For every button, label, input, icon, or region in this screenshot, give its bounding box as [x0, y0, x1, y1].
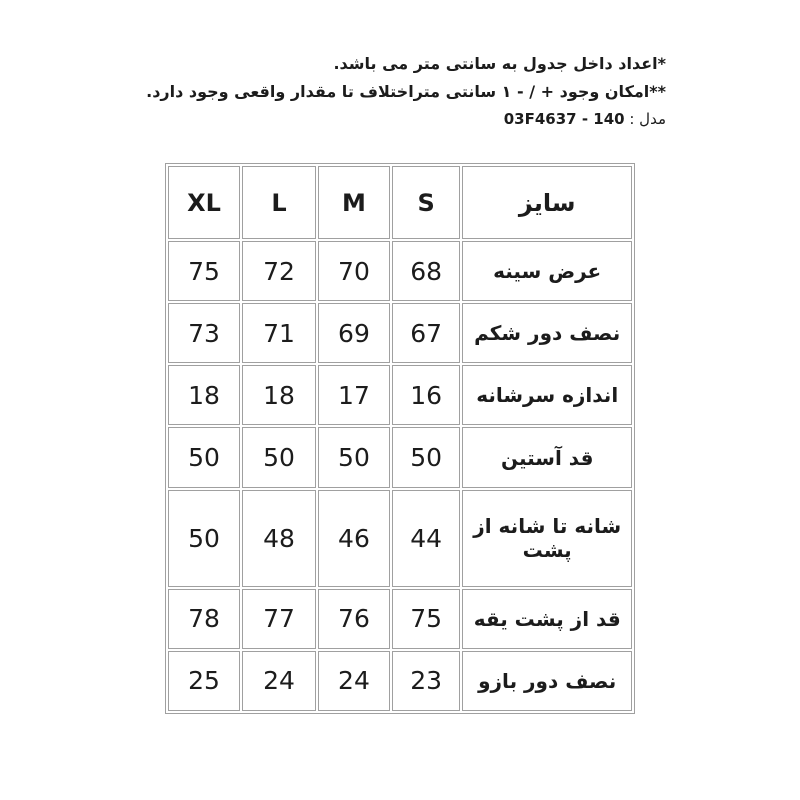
- table-row: [168, 365, 632, 425]
- value-cell: 25: [168, 651, 240, 711]
- value-cell: 77: [242, 589, 316, 649]
- value-cell: 72: [242, 241, 316, 301]
- value-cell: 50: [318, 427, 390, 487]
- row-label-chest-width: عرض سینه: [462, 241, 632, 301]
- value-cell: 50: [168, 427, 240, 487]
- row-label-half-arm: نصف دور بازو: [462, 651, 632, 711]
- size-chart-table: [165, 163, 635, 714]
- table-row: [168, 490, 632, 587]
- value-cell: 71: [242, 303, 316, 363]
- header-size-label: سایز: [462, 166, 632, 239]
- value-cell: 46: [318, 490, 390, 587]
- value-cell: 69: [318, 303, 390, 363]
- table-row: [168, 651, 632, 711]
- row-label-half-belly: نصف دور شکم: [462, 303, 632, 363]
- value-cell: 75: [168, 241, 240, 301]
- row-label-shoulder-size: اندازه سرشانه: [462, 365, 632, 425]
- value-cell: 68: [392, 241, 460, 301]
- value-cell: 50: [242, 427, 316, 487]
- table-row: [168, 303, 632, 363]
- header-col-l: L: [242, 166, 316, 239]
- value-cell: 78: [168, 589, 240, 649]
- notes-block: [146, 50, 666, 132]
- value-cell: 75: [392, 589, 460, 649]
- value-cell: 67: [392, 303, 460, 363]
- row-label-shoulder-to-shoulder: شانه تا شانه از پشت: [462, 490, 632, 587]
- value-cell: 50: [168, 490, 240, 587]
- value-cell: 23: [392, 651, 460, 711]
- value-cell: 24: [318, 651, 390, 711]
- value-cell: 73: [168, 303, 240, 363]
- table-row: [168, 427, 632, 487]
- model-line: [146, 106, 666, 132]
- value-cell: 18: [242, 365, 316, 425]
- table-row: [168, 589, 632, 649]
- row-label-length-from-back-collar: قد از پشت یقه: [462, 589, 632, 649]
- value-cell: 17: [318, 365, 390, 425]
- header-col-m: M: [318, 166, 390, 239]
- note-tolerance: **امکان وجود + / - ۱ سانتی متراختلاف تا مقدار واقعی وجود دارد.: [146, 82, 666, 101]
- header-col-xl: XL: [168, 166, 240, 239]
- row-label-sleeve-length: قد آستین: [462, 427, 632, 487]
- table-row: [168, 241, 632, 301]
- value-cell: 24: [242, 651, 316, 711]
- model-number: 140 - 03F4637: [503, 110, 625, 128]
- value-cell: 44: [392, 490, 460, 587]
- value-cell: 16: [392, 365, 460, 425]
- model-label: مدل :: [624, 110, 666, 128]
- header-col-s: S: [392, 166, 460, 239]
- value-cell: 48: [242, 490, 316, 587]
- table-header-row: [168, 166, 632, 239]
- value-cell: 18: [168, 365, 240, 425]
- value-cell: 50: [392, 427, 460, 487]
- note-units: *اعداد داخل جدول به سانتی متر می باشد.: [333, 54, 666, 73]
- value-cell: 70: [318, 241, 390, 301]
- value-cell: 76: [318, 589, 390, 649]
